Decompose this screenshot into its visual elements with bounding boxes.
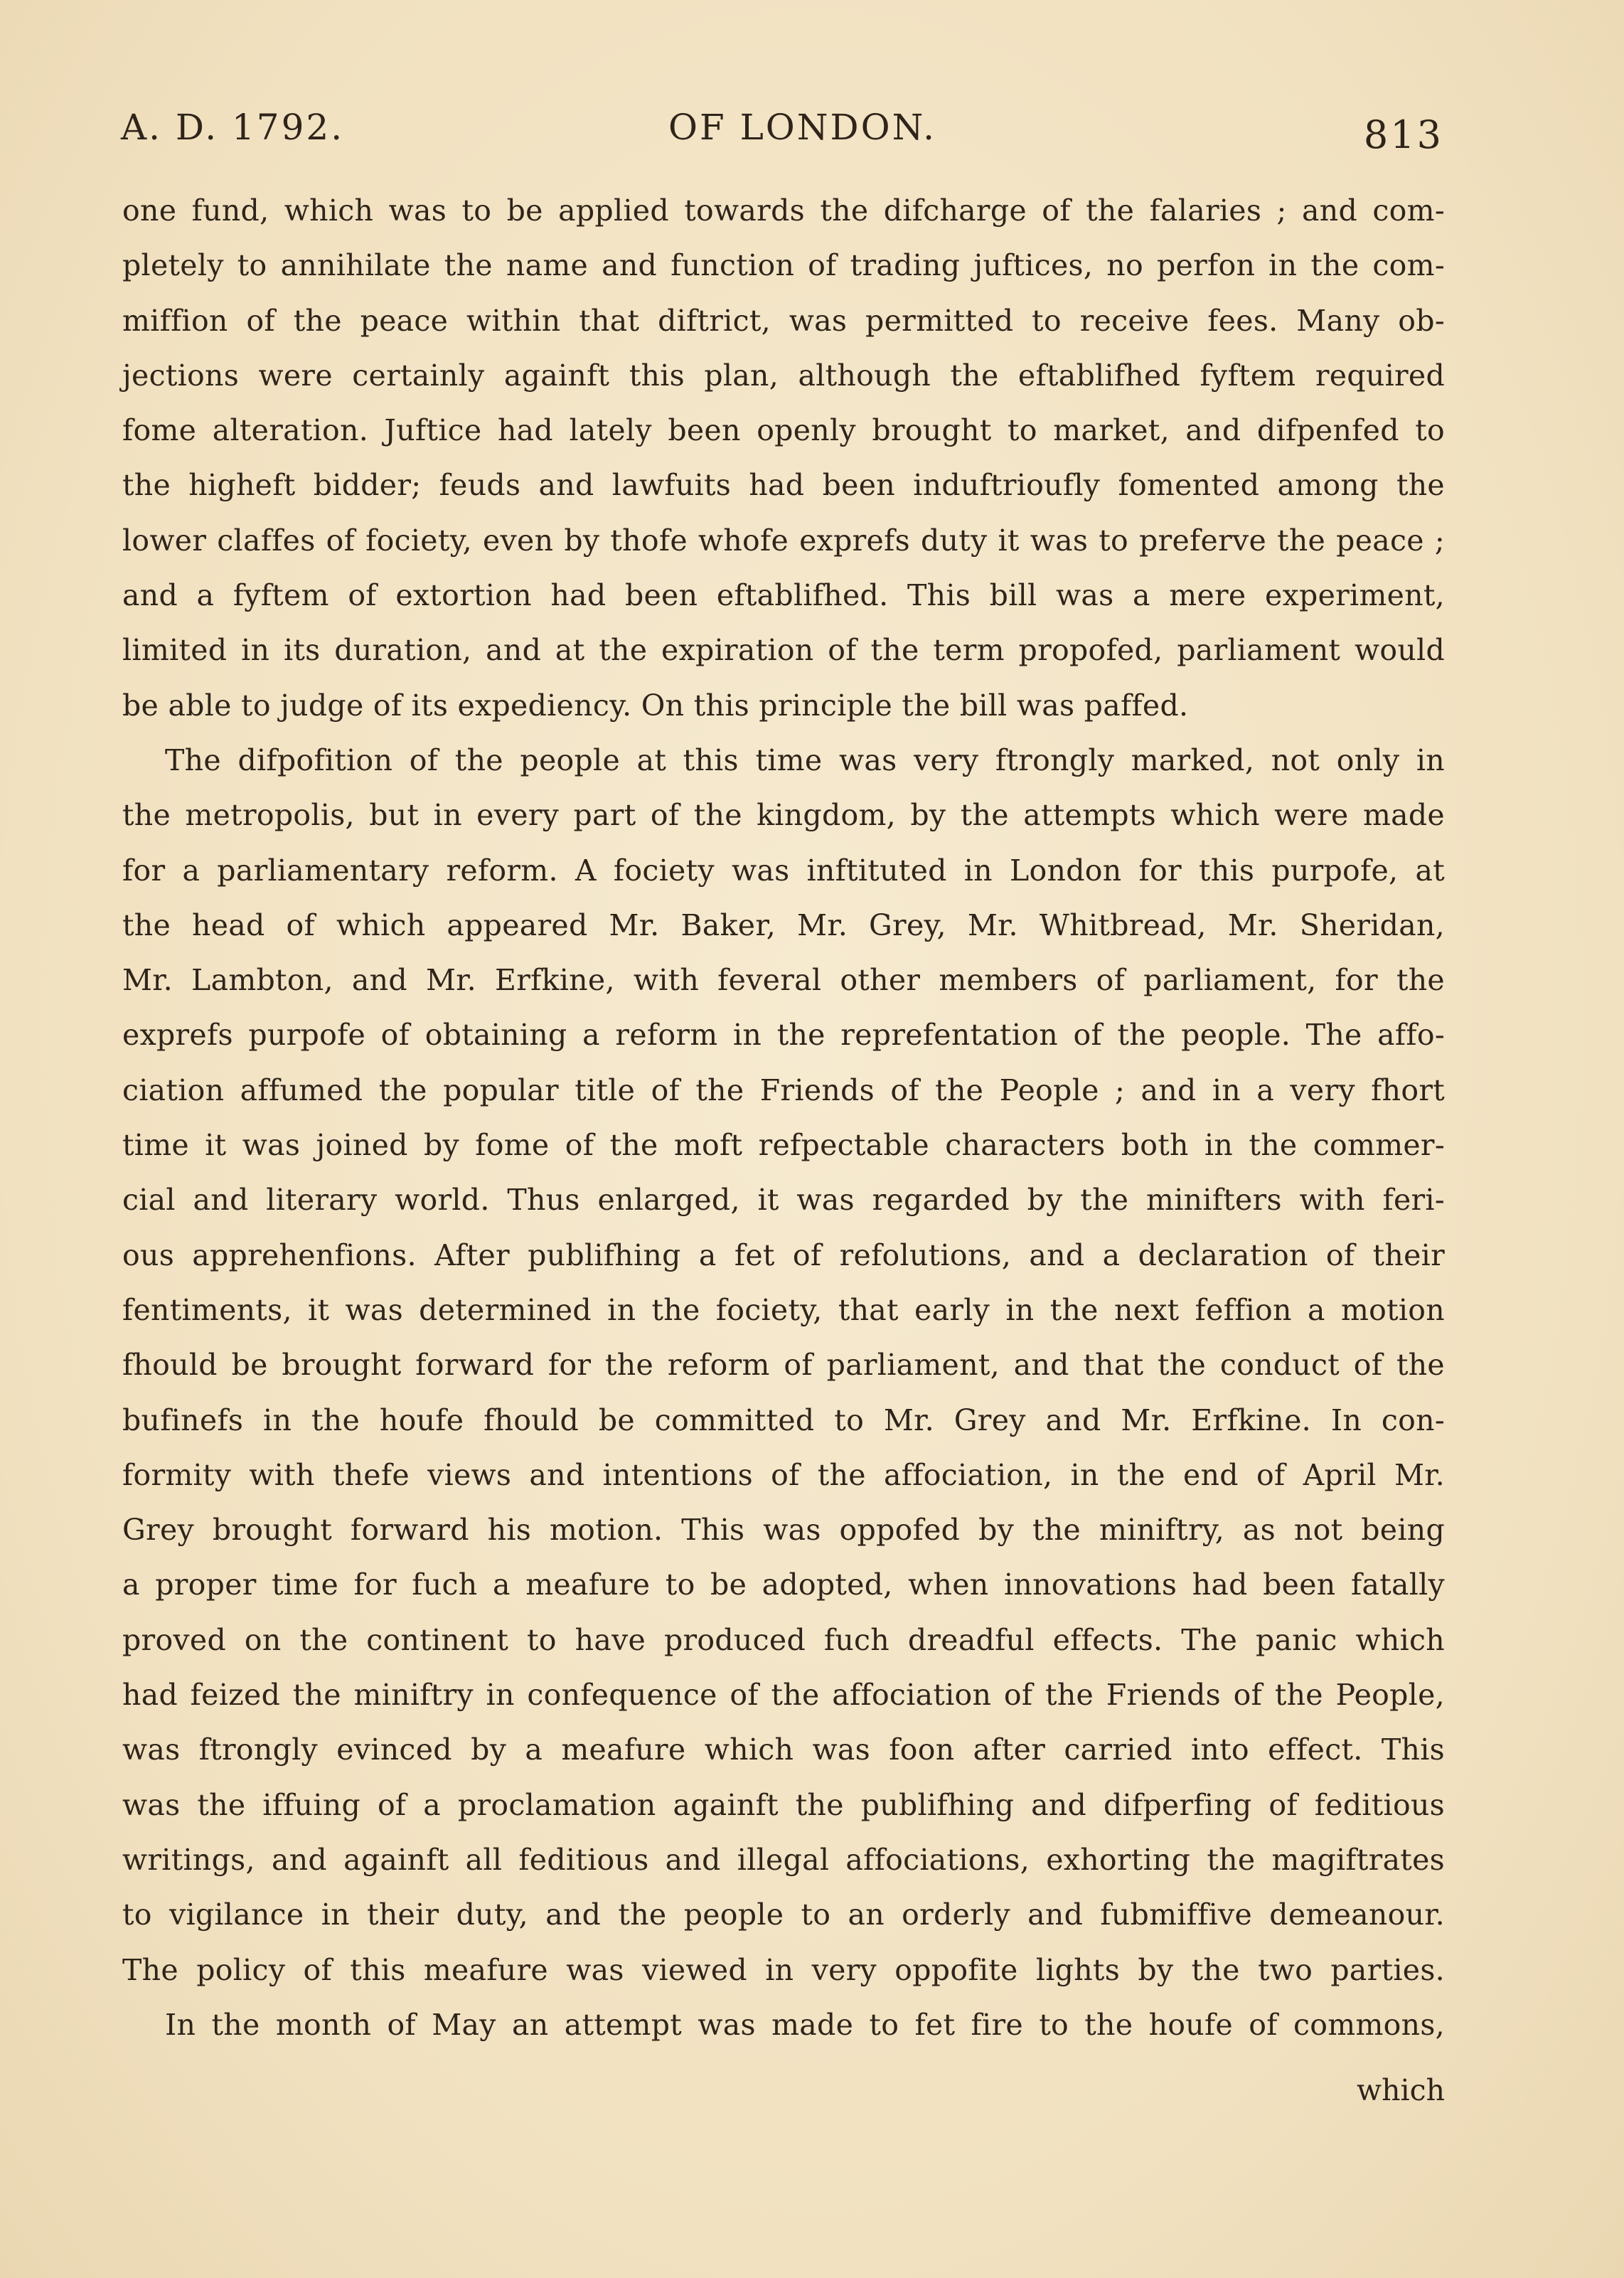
text-line: be able to judge of its expediency. On this principle the bill was paffed. <box>122 688 1189 723</box>
text-line: jections were certainly againft this plan, although the eftablifhed fyftem required <box>122 358 1445 393</box>
text-line: exprefs purpofe of obtaining a reform in the reprefentation of the people. The affo- <box>122 1018 1445 1053</box>
paragraph-start-line: The difpofition of the people at this time was very ftrongly marked, not only in <box>165 743 1445 777</box>
catchword: which <box>1357 2073 1445 2107</box>
text-line: ciation affumed the popular title of the Friends of the People ; and in a very fhort <box>122 1073 1445 1107</box>
text-line: fome alteration. Juftice had lately been openly brought to market, and difpenfed to <box>122 413 1445 448</box>
text-line: to vigilance in their duty, and the people to an orderly and fubmiffive demeanour. <box>122 1898 1445 1932</box>
text-line: ous apprehenfions. After publifhing a fet of refolutions, and a declaration of their <box>122 1238 1445 1272</box>
body-text <box>122 183 1445 2053</box>
text-line: proved on the continent to have produced fuch dreadful effects. The panic which <box>122 1622 1445 1657</box>
text-line: and a fyftem of extortion had been eftablifhed. This bill was a mere experiment, <box>122 578 1445 613</box>
text-line: for a parliamentary reform. A fociety was inftituted in London for this purpofe, at <box>122 853 1445 888</box>
text-line: miffion of the peace within that diftrict, was permitted to receive fees. Many ob- <box>122 303 1445 338</box>
text-line: cial and literary world. Thus enlarged, it was regarded by the minifters with feri- <box>122 1183 1445 1218</box>
text-line: limited in its duration, and at the expiration of the term propofed, parliament would <box>122 633 1445 668</box>
text-line: pletely to annihilate the name and function of trading juftices, no perfon in the com- <box>122 248 1445 283</box>
text-line: fentiments, it was determined in the fociety, that early in the next feffion a motion <box>122 1292 1445 1327</box>
text-line: the higheft bidder; feuds and lawfuits had been induftrioufly fomented among the <box>122 468 1445 503</box>
running-header <box>121 107 1443 164</box>
text-line: Grey brought forward his motion. This was oppofed by the miniftry, as not being <box>122 1513 1445 1548</box>
text-line: lower claffes of fociety, even by thofe whofe exprefs duty it was to preferve the peace ; <box>122 523 1445 558</box>
page-number: 813 <box>1363 112 1443 157</box>
text-line: the metropolis, but in every part of the kingdom, by the attempts which were made <box>122 798 1445 833</box>
text-line: Mr. Lambton, and Mr. Erfkine, with feveral other members of parliament, for the <box>122 963 1445 998</box>
text-line: writings, and againft all feditious and illegal affociations, exhorting the magiftrates <box>122 1842 1445 1877</box>
text-line: was ftrongly evinced by a meafure which was foon after carried into effect. This <box>122 1733 1445 1767</box>
text-line: bufinefs in the houfe fhould be committed to Mr. Grey and Mr. Erfkine. In con- <box>122 1403 1445 1437</box>
paragraph-start-line: In the month of May an attempt was made to fet fire to the houfe of commons, <box>165 2007 1445 2042</box>
text-line: The policy of this meafure was viewed in very oppofite lights by the two parties. <box>122 1952 1445 1987</box>
text-line: time it was joined by fome of the moft refpectable characters both in the commer- <box>122 1128 1445 1163</box>
header-title: OF LONDON. <box>668 107 937 148</box>
text-line: one fund, which was to be applied towards the difcharge of the falaries ; and com- <box>122 193 1445 228</box>
text-line: fhould be brought forward for the reform of parliament, and that the conduct of the <box>122 1348 1445 1383</box>
text-line: formity with thefe views and intentions of the affociation, in the end of April Mr. <box>122 1457 1445 1492</box>
text-line: was the iffuing of a proclamation againft the publifhing and difperfing of feditious <box>122 1787 1445 1822</box>
text-line: a proper time for fuch a meafure to be adopted, when innovations had been fatally <box>122 1568 1445 1602</box>
header-date: A. D. 1792. <box>121 107 345 148</box>
text-line: the head of which appeared Mr. Baker, Mr. Grey, Mr. Whitbread, Mr. Sheridan, <box>122 908 1445 942</box>
text-line: had feized the miniftry in confequence of the affociation of the Friends of the People, <box>122 1678 1445 1713</box>
